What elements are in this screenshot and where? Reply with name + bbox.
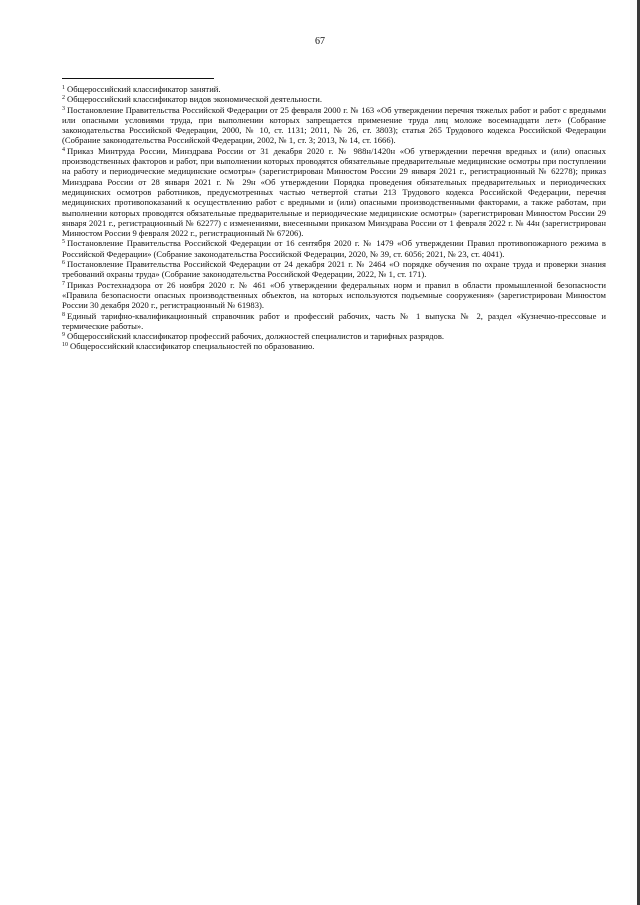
- footnote-marker: 3: [62, 105, 65, 112]
- footnote-marker: 9: [62, 332, 65, 339]
- footnote-marker: 8: [62, 311, 65, 318]
- footnote-marker: 2: [62, 95, 65, 102]
- footnote-marker: 7: [62, 280, 65, 287]
- footnote-8: [62, 311, 606, 332]
- footnote-separator: [62, 78, 214, 79]
- footnote-marker: 6: [62, 260, 65, 267]
- footnote-marker: 4: [62, 146, 65, 153]
- footnote-1: [62, 84, 606, 94]
- footnote-marker: 5: [62, 239, 65, 246]
- footnote-7: [62, 280, 606, 311]
- footnotes-list: [62, 84, 606, 352]
- footnote-text: Приказ Минтруда России, Минздрава России от 31 декабря 2020 г. № 988н/1420н «Об утверждении перечня вредных и (или) опасных производственных факторов и работ, при выполнении которых проводятся обязательные предварительные медицинские осмотры при поступлении на работу и периодические медицинские осмотры» (зарегистрирован Минюстом России 29 января 2021 г., регистрационный № 62278); приказ Минздрава России от 28 января 2021 г. № 29н «Об утверждении Порядка проведения обязательных предварительных и периодических медицинских осмотров работников, предусмотренных частью четвертой статьи 213 Трудового кодекса Российской Федерации, перечня медицинских противопоказаний к осуществлению работ с вредными и (или) опасными производственными факторами, а также работам, при выполнении которых проводятся обязательные предварительные и периодические медицинские осмотры» (зарегистрирован Минюстом России 29 января 2021 г., регистрационный № 62277) с изменениями, внесенными приказом Минздрава России от 1 февраля 2022 г. № 44н (зарегистрирован Минюстом России 9 февраля 2022 г., регистрационный № 67206).: [62, 145, 606, 239]
- footnote-6: [62, 259, 606, 280]
- footnote-text: Постановление Правительства Российской Федерации от 24 декабря 2021 г. № 2464 «О порядке обучения по охране труда и проверки знания требований охраны труда» (Собрание законодательства Российской Федерации, 2022, № 1, ст. 171).: [62, 259, 606, 280]
- page-number: 67: [315, 36, 325, 47]
- footnote-2: [62, 94, 606, 104]
- footnote-text: Единый тарифно-квалификационный справочник работ и профессий рабочих, часть № 1 выпуска № 2, раздел «Кузнечно-прессовые и термические работы».: [62, 310, 606, 331]
- footnote-marker: 1: [62, 85, 65, 91]
- footnote-text: Приказ Ростехнадзора от 26 ноября 2020 г. № 461 «Об утверждении федеральных норм и правил в области промышленной безопасности «Правила безопасности опасных производственных объектов, на которых используются подъемные сооружения» (зарегистрирован Минюстом России 30 декабря 2020 г., регистрационный № 61983).: [62, 279, 606, 311]
- footnote-text: Постановление Правительства Российской Федерации от 16 сентября 2020 г. № 1479 «Об утверждении Правил противопожарного режима в Российской Федерации» (Собрание законодательства Российской Федерации, 2020, № 39, ст. 6056; 2021, № 23, ст. 4041).: [62, 238, 606, 259]
- footnote-9: [62, 331, 606, 341]
- footnote-text: Общероссийский классификатор профессий рабочих, должностей специалистов и тарифных разрядов.: [67, 331, 445, 342]
- footnote-text: Общероссийский классификатор занятий.: [67, 84, 221, 94]
- footnote-text: Общероссийский классификатор видов экономической деятельности.: [67, 94, 322, 105]
- footnote-10: [62, 341, 606, 351]
- footnote-4: [62, 146, 606, 239]
- footnote-3: [62, 105, 606, 146]
- footnote-marker: 10: [62, 342, 68, 349]
- footnote-text: Общероссийский классификатор специальностей по образованию.: [70, 341, 315, 352]
- footnote-5: [62, 238, 606, 259]
- footnote-text: Постановление Правительства Российской Федерации от 25 февраля 2000 г. № 163 «Об утверждении перечня тяжелых работ и работ с вредными или опасными условиями труда, при выполнении которых запрещается применение труда лиц моложе восемнадцати лет» (Собрание законодательства Российской Федерации, 2000, № 10, ст. 1131; 2011, № 26, ст. 3803); статья 265 Трудового кодекса Российской Федерации (Собрание законодательства Российской Федерации, 2002, № 1, ст. 3; 2013, № 14, ст. 1666).: [62, 104, 606, 146]
